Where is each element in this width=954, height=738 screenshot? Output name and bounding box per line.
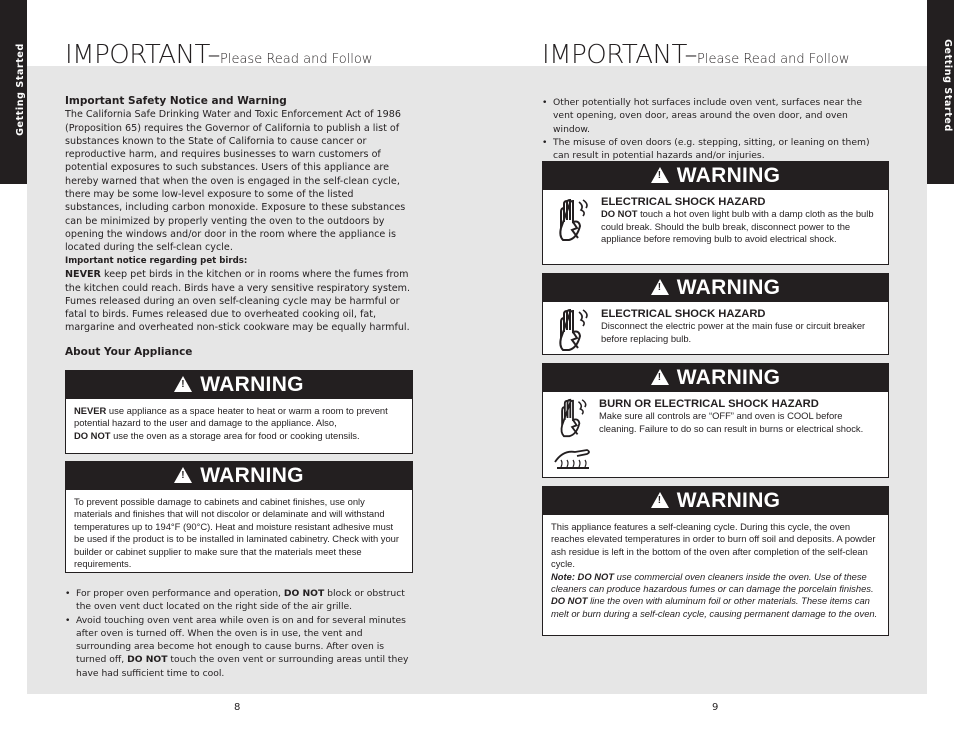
warning-triangle-icon: ! xyxy=(651,492,669,508)
warning-body xyxy=(543,392,888,441)
warning-body xyxy=(543,515,888,626)
pet-birds-text xyxy=(65,268,412,334)
warning-box-space-heater xyxy=(65,370,413,454)
right-page-number: 9 xyxy=(712,702,719,713)
right-page-title xyxy=(542,40,850,70)
warning-header xyxy=(66,371,412,399)
warning-box-light-bulb xyxy=(542,161,889,265)
about-appliance-heading: About Your Appliance xyxy=(65,346,193,358)
warning-header xyxy=(543,162,888,190)
warning-text: use the oven as a storage area for food or cooking utensils. xyxy=(110,429,360,441)
electric-shock-hand-icon xyxy=(553,198,593,242)
never-emphasis: NEVER xyxy=(74,405,107,416)
list-item: • Other potentially hot surfaces include oven vent, surfaces near the vent opening, oven door, areas around the oven door, and oven window. xyxy=(542,96,880,136)
warning-note xyxy=(551,571,880,621)
left-side-tab-label: Getting Started xyxy=(14,43,26,136)
right-title-sub: Please Read and Follow xyxy=(697,52,850,67)
warning-triangle-icon: ! xyxy=(174,467,192,483)
warning-triangle-icon: ! xyxy=(651,167,669,183)
do-not-emphasis: DO NOT xyxy=(601,208,638,220)
left-page-title xyxy=(65,40,373,70)
warning-text: Disconnect the electric power at the main fuse or circuit breaker before replacing bulb. xyxy=(601,320,866,344)
left-bullet-list xyxy=(65,587,412,680)
warning-body: To prevent possible damage to cabinets and cabinet finishes, use only materials and finishes that will not discolor or delaminate and will withstand temperatures up to 194°F (90°C). Heat and moisture resistant adhesive must be used if the product is to be installed in laminated cabinetry. Check with your builder or cabinet supplier to make sure that the materials meet these requirements. xyxy=(74,496,400,570)
burn-hand-icon xyxy=(553,442,593,470)
warning-triangle-icon: ! xyxy=(651,369,669,385)
right-side-tab-label: Getting Started xyxy=(941,39,953,132)
warning-box-cabinets xyxy=(65,461,413,573)
safety-notice-section xyxy=(65,95,412,255)
warning-box-burn-shock xyxy=(542,363,889,478)
note-label: Note: DO NOT xyxy=(551,570,615,582)
warning-header xyxy=(66,462,412,490)
do-not-emphasis: DO NOT xyxy=(551,595,588,607)
note-text: line the oven with aluminum foil or other materials. These items can melt or burn during a self-clean cycle, causing permanent damage to the oven. xyxy=(551,595,878,619)
warning-body xyxy=(543,302,888,351)
warning-text: This appliance features a self-cleaning cycle. During this cycle, the oven reaches elevated temperatures in order to burn off soil and deposits. A powder ash residue is left in the bottom of the oven after completion of the self-clean cycle. xyxy=(551,521,876,570)
warning-box-disconnect-power xyxy=(542,273,889,355)
warning-label: WARNING xyxy=(676,164,781,187)
warning-label: WARNING xyxy=(200,464,304,487)
warning-label: WARNING xyxy=(200,373,304,396)
warning-triangle-icon: ! xyxy=(174,376,192,392)
hazard-title: ELECTRICAL SHOCK HAZARD xyxy=(601,196,766,208)
pet-birds-section xyxy=(65,255,412,335)
left-page-number: 8 xyxy=(234,702,241,713)
safety-notice-heading: Important Safety Notice and Warning xyxy=(65,95,287,107)
warning-triangle-icon: ! xyxy=(651,279,669,295)
warning-text: touch a hot oven light bulb with a damp cloth as the bulb could break. Should the bulb break, disconnect power to the appliance before removing bulb to avoid electrical shock. xyxy=(601,208,874,245)
warning-body xyxy=(66,399,412,448)
warning-header xyxy=(543,274,888,302)
left-title-main: IMPORTANT– xyxy=(65,40,221,70)
left-side-tab xyxy=(0,0,27,184)
electric-shock-hand-icon xyxy=(553,398,593,438)
list-item: • For proper oven performance and operation, DO NOT block or obstruct the oven vent duct located on the right side of the air grille. xyxy=(65,587,412,614)
pet-never-emphasis: NEVER xyxy=(65,269,101,281)
warning-label: WARNING xyxy=(676,366,781,389)
pet-birds-body: keep pet birds in the kitchen or in rooms where the fumes from the kitchen could reach. Birds have a very sensitive respiratory system. Fumes released during an oven self-cleaning cycle may be harmful or fatal to birds. Fumes released due to overheated cooking oil, fat, margarine and overheated non-stick cookware may be equally harmful. xyxy=(65,269,411,334)
hazard-title: ELECTRICAL SHOCK HAZARD xyxy=(601,308,766,320)
right-side-tab xyxy=(927,0,954,184)
warning-header xyxy=(543,487,888,515)
warning-text: Make sure all controls are “OFF” and oven is COOL before cleaning. Failure to do so can result in burns or electrical shock. xyxy=(599,410,864,434)
warning-text: use appliance as a space heater to heat or warm a room to prevent potential hazard to the user and damage to the appliance. Also, xyxy=(74,405,388,429)
pet-birds-heading: Important notice regarding pet birds: xyxy=(65,256,248,266)
warning-body xyxy=(543,190,888,252)
warning-label: WARNING xyxy=(676,276,781,299)
safety-notice-text: The California Safe Drinking Water and Toxic Enforcement Act of 1986 (Proposition 65) requires the Governor of California to publish a list of substances known to the State of California to cause cancer or reproductive harm, and requires businesses to warn customers of potential exposures to such substances. Users of this appliance are hereby warned that when the oven is engaged in the self-clean cycle, there may be some low-level exposure to some of the listed substances, including carbon monoxide. Exposure to these substances can be minimized by properly venting the oven to the outdoors by opening the windows and/or door in the room where the appliance is located during the self-clean cycle. xyxy=(65,109,406,254)
right-bullet-list xyxy=(542,96,880,162)
right-title-main: IMPORTANT– xyxy=(542,40,698,70)
note-text: use commercial oven cleaners inside the oven. Use of these cleaners can produce hazardous fumes or can damage the porcelain finishes. xyxy=(551,570,874,595)
left-title-sub: Please Read and Follow xyxy=(220,52,373,67)
warning-box-self-clean xyxy=(542,486,889,636)
list-item: • The misuse of oven doors (e.g. stepping, sitting, or leaning on them) can result in potential hazards and/or injuries. xyxy=(542,136,880,163)
list-item: • Avoid touching oven vent area while oven is on and for several minutes after oven is turned off. When the oven is in use, the vent and surrounding area become hot enough to cause burns. After oven is turned off, DO NOT touch the oven vent or surrounding areas until they have had sufficient time to cool. xyxy=(65,614,412,680)
warning-label: WARNING xyxy=(676,489,781,512)
hazard-title: BURN OR ELECTRICAL SHOCK HAZARD xyxy=(599,398,819,410)
warning-header xyxy=(543,364,888,392)
do-not-emphasis: DO NOT xyxy=(74,429,111,441)
electric-shock-hand-icon xyxy=(553,308,593,352)
